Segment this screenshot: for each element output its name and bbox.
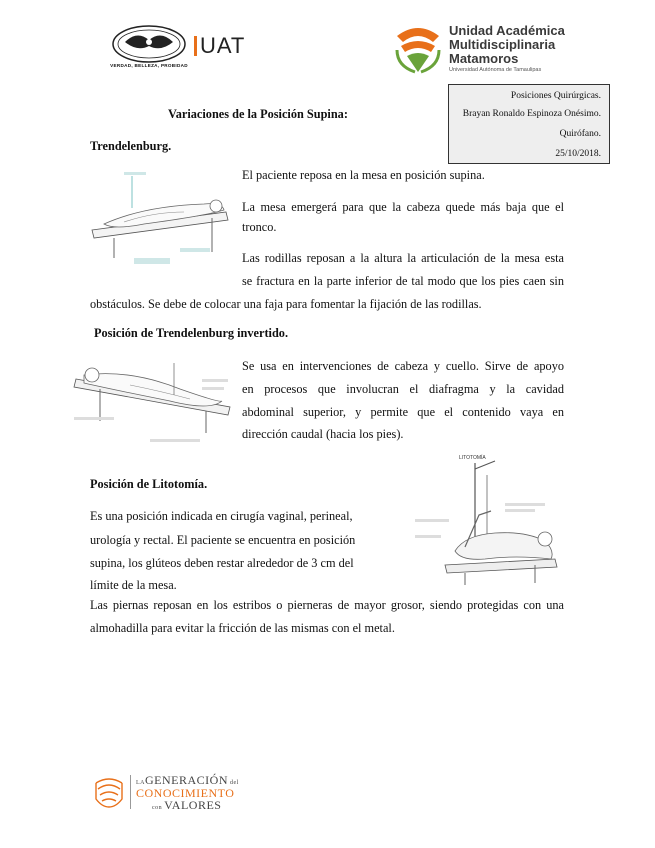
heading-trendelenburg-inv: Posición de Trendelenburg invertido. [94, 326, 289, 340]
footer-emblem-icon [92, 775, 126, 809]
trend-inv-l3: abdominal superior, y permite que el contenido vaya en [242, 405, 564, 419]
heading-litotomia: Posición de Litotomía. [90, 477, 208, 491]
footer-line3-prefix: con [152, 805, 163, 811]
umam-line1: Unidad Académica [449, 23, 565, 38]
trend-p2a: La mesa emergerá para que la cabeza quede más baja que el [242, 200, 564, 214]
uat-wordmark [194, 33, 245, 59]
info-place: Quirófano. [559, 129, 601, 139]
footer-divider [130, 775, 131, 809]
umam-logo [393, 22, 583, 76]
lito-l1: Es una posición indicada en cirugía vaginal, perineal, [90, 509, 353, 523]
trend-p3c: obstáculos. Se debe de colocar una faja para fomentar la fijación de las rodillas. [90, 297, 482, 311]
umam-subtitle: Universidad Autónoma de Tamaulipas [449, 67, 542, 73]
uat-seal [103, 22, 195, 74]
umam-line3: Matamoros [449, 51, 519, 66]
trend-inv-l2: en procesos que involucran el diafragma y la cavidad [242, 382, 564, 396]
page-title: Variaciones de la Posición Supina: [168, 107, 348, 121]
info-date: 25/10/2018. [555, 149, 601, 159]
trendelenburg-inv-illustration [70, 355, 236, 455]
footer-line3 [152, 798, 221, 813]
uat-bar [194, 36, 197, 56]
litotomia-figure-label: LITOTOMÍA [459, 455, 486, 461]
footer-line1-main: GENERACIÓN [145, 773, 228, 787]
uat-text: UAT [200, 33, 246, 58]
info-box [448, 84, 610, 164]
trend-p3a: Las rodillas reposan a la altura la articulación de la mesa esta [242, 251, 564, 265]
litotomia-illustration [405, 455, 565, 587]
footer-logo [92, 773, 272, 813]
trend-p2b: tronco. [242, 220, 277, 234]
footer-line1-suffix: del [230, 780, 239, 786]
heading-trendelenburg: Trendelenburg. [90, 139, 172, 153]
footer-line3-main: VALORES [164, 798, 222, 812]
lito-l4: límite de la mesa. [90, 578, 177, 592]
trend-p1: El paciente reposa en la mesa en posición supina. [242, 168, 485, 182]
seal-motto: VERDAD, BELLEZA, PROBIDAD [110, 63, 188, 68]
footer-line2: CONOCIMIENTO [136, 786, 235, 800]
footer-line1-prefix: LA [136, 780, 145, 786]
lito-l5: Las piernas reposan en los estribos o pierneras de mayor grosor, siendo protegidas con una [90, 598, 564, 612]
trend-inv-l4: dirección caudal (hacia los pies). [242, 427, 404, 441]
trendelenburg-illustration [84, 168, 234, 268]
lito-l2: urología y rectal. El paciente se encuentra en posición [90, 533, 356, 547]
umam-emblem-icon [393, 22, 443, 74]
lito-l6: almohadilla para evitar la fricción de las mismas con el metal. [90, 621, 395, 635]
trend-p3b: se fractura en la parte inferior de tal modo que los pies caen sin [242, 274, 564, 288]
lito-l3: supina, los glúteos deben restar alrededor de 3 cm del [90, 556, 354, 570]
trend-inv-l1: Se usa en intervenciones de cabeza y cuello. Sirve de apoyo [242, 359, 564, 373]
info-subject: Posiciones Quirúrgicas. [510, 91, 601, 101]
info-author: Brayan Ronaldo Espinoza Onésimo. [462, 109, 601, 119]
umam-line2: Multidisciplinaria [449, 37, 556, 52]
